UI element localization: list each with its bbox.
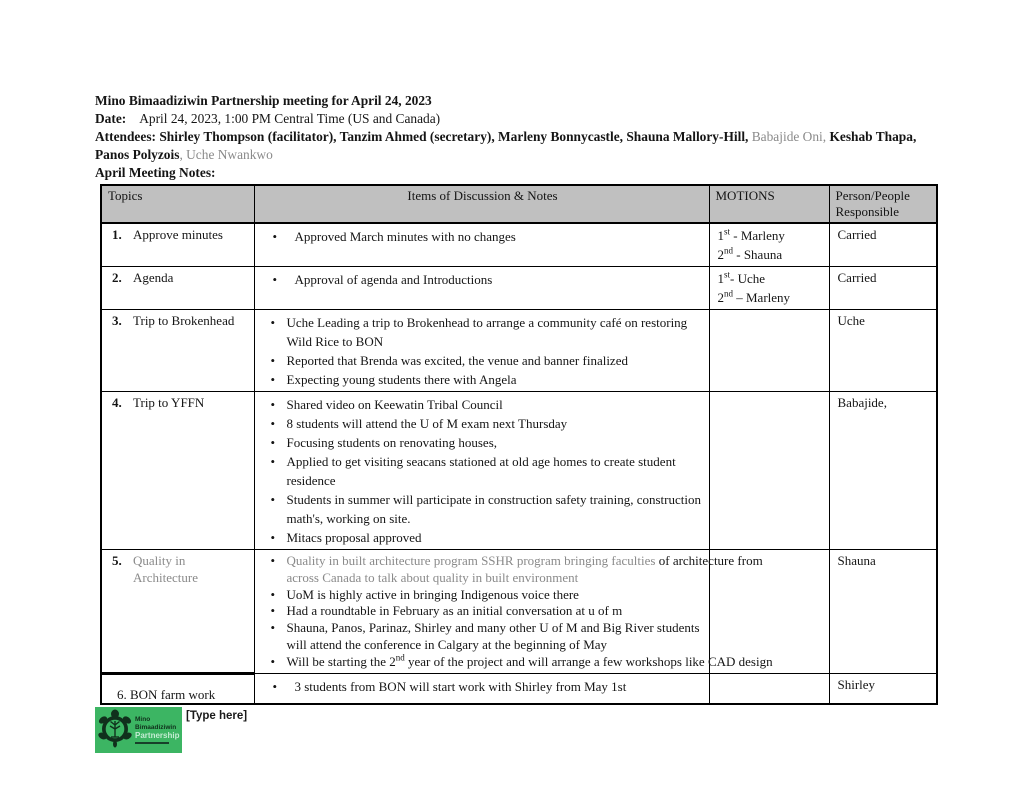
header-items: Items of Discussion & Notes (254, 185, 709, 223)
header-topics: Topics (101, 185, 254, 223)
motion-line: 2nd - Shauna (717, 245, 783, 262)
bullet-item: • Students in summer will participate in construction safety training, construction math's, working on site. (267, 490, 705, 528)
date-line (95, 110, 943, 128)
date-value: April 24, 2023, 1:00 PM Central Time (US and Canada) (139, 111, 441, 126)
page-title: Mino Bimaadiziwin Partnership meeting for April 24, 2023 (95, 93, 432, 108)
table-header-row (101, 185, 937, 223)
header-person: Person/People Responsible (829, 185, 937, 223)
bullet-item: • Uche Leading a trip to Brokenhead to arrange a community café on restoring Wild Rice to BON (267, 313, 705, 351)
logo-wordmark: Mino Bimaadiziwin Partnership (135, 716, 179, 744)
table-row (101, 310, 937, 392)
attendees-names-2: Keshab Thapa, Panos Polyzois (95, 129, 917, 162)
topic-quality-architecture: 5. Quality in Architecture (112, 553, 198, 585)
document-header (95, 92, 943, 182)
turtle-logo-icon (98, 708, 132, 753)
bullet-item: • Approval of agenda and Introductions (267, 270, 705, 289)
table-row (101, 267, 937, 310)
logo-tagline (135, 742, 169, 744)
person-cell: Carried (837, 227, 877, 242)
bullet-item: • Expecting young students there with Angela (267, 370, 705, 389)
table-row (101, 392, 937, 550)
attendees-names-1: Shirley Thompson (facilitator), Tanzim Ahmed (secretary), Marleny Bonnycastle, Shauna Mallory-Hill, (155, 129, 752, 144)
bullet-item: • 3 students from BON will start work with Shirley from May 1st (267, 677, 705, 696)
bullet-item: • Applied to get visiting seacans stationed at old age homes to create student residence (267, 452, 705, 490)
bullet-item: • Shared video on Keewatin Tribal Council (267, 395, 705, 414)
topic-bon-farm-work: 6. BON farm work (101, 673, 254, 704)
person-cell: Babajide, (837, 395, 887, 410)
bullet-item: • Will be starting the 2nd year of the project and will arrange a few workshops like CAD design (267, 654, 847, 671)
partnership-logo (95, 707, 182, 753)
header-motions: MOTIONS (709, 185, 829, 223)
bullet-item: • Mitacs proposal approved (267, 528, 705, 547)
table-row (101, 550, 937, 674)
topic-approve-minutes: 1. Approve minutes (112, 227, 223, 242)
bullet-item: • Shauna, Panos, Parinaz, Shirley and many other U of M and Big River students will attend the conference in Calgary at the beginning of May (267, 620, 705, 654)
person-cell: Uche (837, 313, 865, 328)
topic-trip-yffn: 4. Trip to YFFN (112, 395, 205, 410)
attendees-names-gray-1: Babajide Oni, (751, 129, 827, 144)
bullet-item: • Approved March minutes with no changes (267, 227, 705, 246)
date-label: Date: (95, 111, 127, 126)
person-cell: Shirley (837, 676, 876, 692)
bullet-item: • 8 students will attend the U of M exam next Thursday (267, 414, 705, 433)
person-cell: Shauna (837, 553, 876, 568)
bullet-item: • Reported that Brenda was excited, the venue and banner finalized (267, 351, 705, 370)
motion-line: 1st- Uche (717, 269, 766, 286)
topic-agenda: 2. Agenda (112, 270, 174, 285)
bullet-item: • UoM is highly active in bringing Indigenous voice there (267, 587, 705, 604)
meeting-notes-label: April Meeting Notes: (95, 165, 216, 180)
motion-line: 1st - Marleny (717, 226, 785, 243)
table-row (101, 673, 937, 704)
topic-trip-brokenhead: 3. Trip to Brokenhead (112, 313, 235, 328)
attendees-line (95, 128, 943, 164)
person-cell: Carried (837, 270, 877, 285)
motion-line: 2nd – Marleny (717, 288, 791, 305)
bullet-item: • Quality in built architecture program SSHR program bringing faculties of architecture from across Canada to talk about quality in built environment (267, 553, 779, 587)
type-here-placeholder[interactable]: [Type here] (186, 710, 248, 722)
bullet-item: • Focusing students on renovating houses, (267, 433, 705, 452)
table-row (101, 223, 937, 267)
attendees-label: Attendees: (95, 129, 156, 144)
meeting-notes-table (100, 184, 938, 705)
attendees-names-gray-2: , Uche Nwankwo (179, 147, 273, 162)
bullet-item: • Had a roundtable in February as an initial conversation at u of m (267, 603, 705, 620)
